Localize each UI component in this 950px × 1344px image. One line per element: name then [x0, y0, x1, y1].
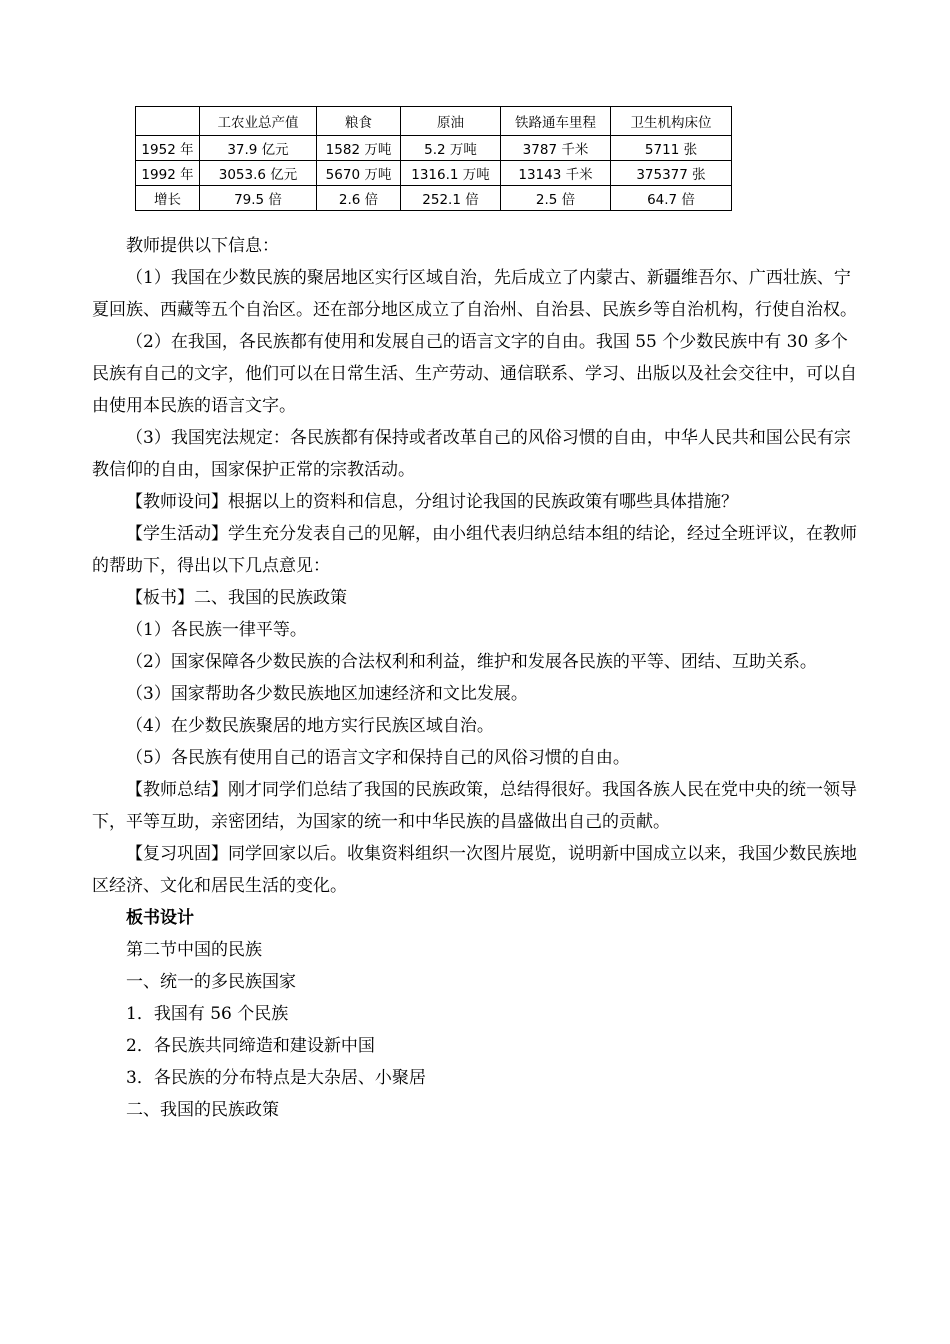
board-line: 第二节中国的民族 — [126, 940, 262, 960]
table-cell: 1992 年 — [136, 161, 200, 186]
table-cell: 2.5 倍 — [501, 186, 611, 211]
table-cell: 375377 张 — [611, 161, 732, 186]
table-cell: 5.2 万吨 — [401, 136, 501, 161]
table-cell: 1316.1 万吨 — [401, 161, 501, 186]
table-header-cell: 工农业总产值 — [200, 107, 317, 136]
table-row — [136, 161, 732, 186]
table-header-cell: 铁路通车里程 — [501, 107, 611, 136]
table-cell: 2.6 倍 — [317, 186, 401, 211]
board-line: 3．各民族的分布特点是大杂居、小聚居 — [126, 1068, 426, 1088]
table-header-cell: 原油 — [401, 107, 501, 136]
paragraph: （1）我国在少数民族的聚居地区实行区域自治，先后成立了内蒙古、新疆维吾尔、广西壮族、宁夏回族、西藏等五个自治区。还在部分地区成立了自治州、自治县、民族乡等自治机构，行使自治权。 — [92, 268, 857, 320]
table-row — [136, 186, 732, 211]
paragraph: 【复习巩固】同学回家以后。收集资料组织一次图片展览，说明新中国成立以来，我国少数民族地区经济、文化和居民生活的变化。 — [92, 844, 857, 896]
paragraph: （1）各民族一律平等。 — [126, 620, 307, 640]
table-cell: 37.9 亿元 — [200, 136, 317, 161]
board-design-heading: 板书设计 — [126, 908, 194, 928]
table-cell: 252.1 倍 — [401, 186, 501, 211]
table-header-cell: 粮食 — [317, 107, 401, 136]
paragraph: （3）国家帮助各少数民族地区加速经济和文比发展。 — [126, 684, 528, 704]
statistics-table — [135, 106, 732, 211]
document-body — [92, 230, 858, 1126]
table-cell: 1582 万吨 — [317, 136, 401, 161]
board-line: 二、我国的民族政策 — [126, 1100, 279, 1120]
table-header-row — [136, 107, 732, 136]
table-cell: 1952 年 — [136, 136, 200, 161]
table-cell: 64.7 倍 — [611, 186, 732, 211]
table-header-cell — [136, 107, 200, 136]
board-line: 1．我国有 56 个民族 — [126, 1004, 289, 1024]
table-cell: 13143 千米 — [501, 161, 611, 186]
paragraph: （5）各民族有使用自己的语言文字和保持自己的风俗习惯的自由。 — [126, 748, 630, 768]
paragraph: 【板书】二、我国的民族政策 — [126, 588, 347, 608]
board-line: 2．各民族共同缔造和建设新中国 — [126, 1036, 375, 1056]
table-cell: 79.5 倍 — [200, 186, 317, 211]
paragraph: （2）国家保障各少数民族的合法权利和利益，维护和发展各民族的平等、团结、互助关系。 — [126, 652, 817, 672]
table-cell: 3053.6 亿元 — [200, 161, 317, 186]
table-row — [136, 136, 732, 161]
paragraph: （3）我国宪法规定：各民族都有保持或者改革自己的风俗习惯的自由，中华人民共和国公民有宗教信仰的自由，国家保护正常的宗教活动。 — [92, 428, 851, 480]
table-cell: 增长 — [136, 186, 200, 211]
paragraph: （4）在少数民族聚居的地方实行民族区域自治。 — [126, 716, 494, 736]
paragraph: 【教师总结】刚才同学们总结了我国的民族政策，总结得很好。我国各族人民在党中央的统一领导下，平等互助，亲密团结，为国家的统一和中华民族的昌盛做出自己的贡献。 — [92, 780, 857, 832]
paragraph: 【教师设问】根据以上的资料和信息，分组讨论我国的民族政策有哪些具体措施？ — [126, 492, 738, 512]
paragraph: 【学生活动】学生充分发表自己的见解，由小组代表归纳总结本组的结论，经过全班评议，在教师的帮助下，得出以下几点意见： — [92, 524, 857, 576]
table-header-cell: 卫生机构床位 — [611, 107, 732, 136]
board-line: 一、统一的多民族国家 — [126, 972, 296, 992]
table-cell: 5670 万吨 — [317, 161, 401, 186]
paragraph: 教师提供以下信息： — [126, 236, 279, 256]
table-cell: 3787 千米 — [501, 136, 611, 161]
paragraph: （2）在我国，各民族都有使用和发展自己的语言文字的自由。我国 55 个少数民族中有 30 多个民族有自己的文字，他们可以在日常生活、生产劳动、通信联系、学习、出版以及社会交往中，可以自由使用本民族的语言文字。 — [92, 332, 857, 416]
table-cell: 5711 张 — [611, 136, 732, 161]
